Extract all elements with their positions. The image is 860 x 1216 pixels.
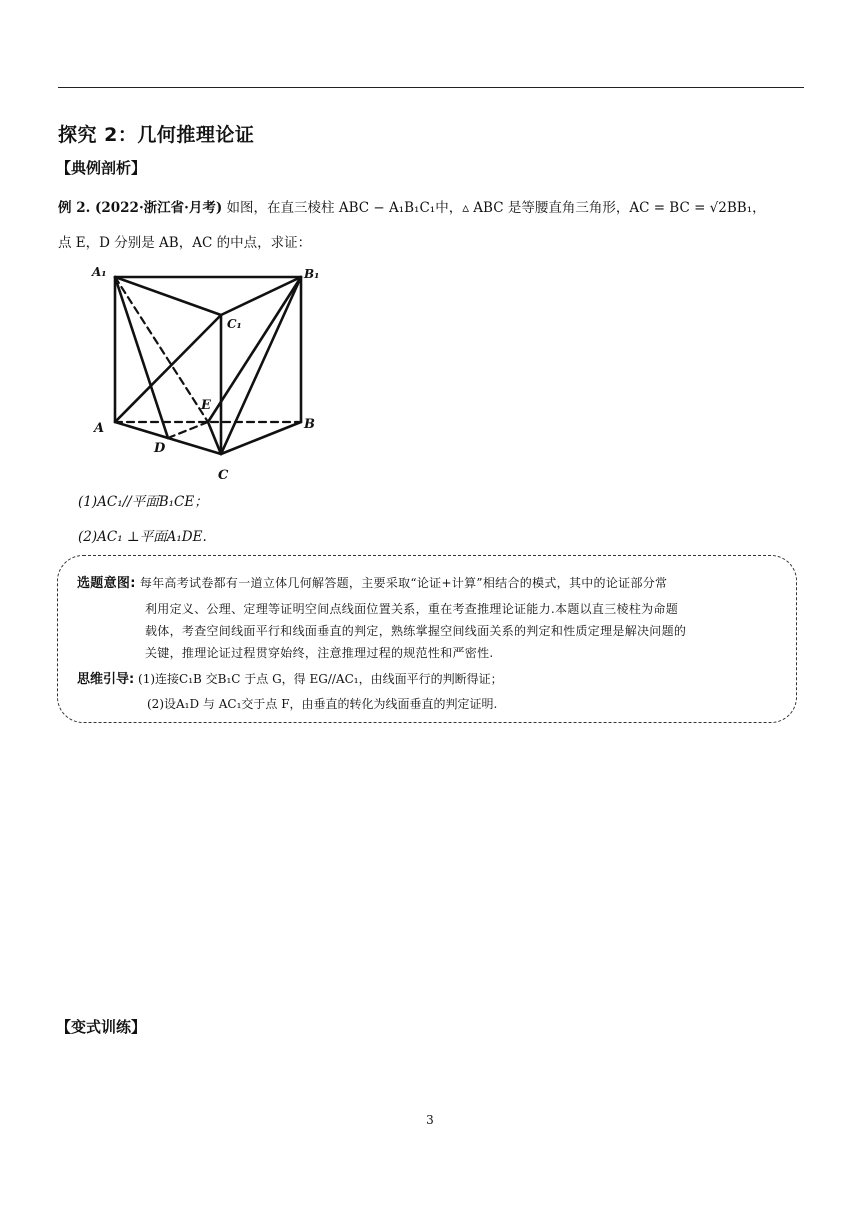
label-D: D <box>154 441 166 456</box>
label-C: C <box>218 468 229 483</box>
variant-heading: 【变式训练】 <box>56 1018 147 1036</box>
hidden-segment-DE <box>168 422 208 438</box>
example-label: 例 2. (2022·浙江省·月考) <box>58 200 223 216</box>
example-line-1 <box>58 198 766 218</box>
header-rule <box>58 87 804 88</box>
intent-line-3: 载体，考查空间线面平行和线面垂直的判定，熟练掌握空间线面关系的判定和性质定理是解决问题的 <box>145 624 687 638</box>
question-2: (2)AC₁ ⊥平面A₁DE. <box>78 529 207 545</box>
guide-label: 思维引导: <box>77 672 135 687</box>
intent-line-4: 关键，推理论证过程贯穿始终，注意推理过程的规范性和严密性. <box>145 646 494 660</box>
example-text-1: 如图，在直三棱柱 ABC − A₁B₁C₁中，▵ ABC 是等腰直角三角形，AC = BC = √2BB₁， <box>222 200 766 216</box>
prism-figure <box>88 262 328 484</box>
label-E: E <box>201 398 211 413</box>
edge-A1C1 <box>115 277 221 315</box>
guide-text-1: (1)连接C₁B 交B₁C 于点 G，得 EG//AC₁，由线面平行的判断得证； <box>134 672 503 686</box>
guide-line-1 <box>77 668 503 691</box>
intent-line-1 <box>77 572 783 595</box>
label-A: A <box>94 421 105 436</box>
label-B1: B₁ <box>304 267 320 281</box>
label-B: B <box>304 417 315 432</box>
hidden-segment-A1E <box>115 277 208 422</box>
example-heading: 【典例剖析】 <box>56 159 147 177</box>
label-A1: A₁ <box>92 265 107 279</box>
page-number: 3 <box>426 1113 434 1127</box>
question-1: (1)AC₁//平面B₁CE； <box>78 494 208 510</box>
section-title: 探究 2：几何推理论证 <box>58 124 255 146</box>
intent-label: 选题意图: <box>77 576 136 591</box>
label-C1: C₁ <box>227 317 242 331</box>
guide-line-2: (2)设A₁D 与 AC₁交于点 F，由垂直的转化为线面垂直的判定证明. <box>147 697 498 711</box>
intent-line-2: 利用定义、公理、定理等证明空间点线面位置关系，重在考查推理论证能力.本题以直三棱柱为命题 <box>145 602 679 616</box>
segment-EC <box>208 422 221 454</box>
intent-text-1: 每年高考试卷都有一道立体几何解答题，主要采取“论证+计算”相结合的模式，其中的论证部分常 <box>135 576 668 590</box>
example-line-2: 点 E，D 分别是 AB，AC 的中点，求证： <box>58 235 312 251</box>
